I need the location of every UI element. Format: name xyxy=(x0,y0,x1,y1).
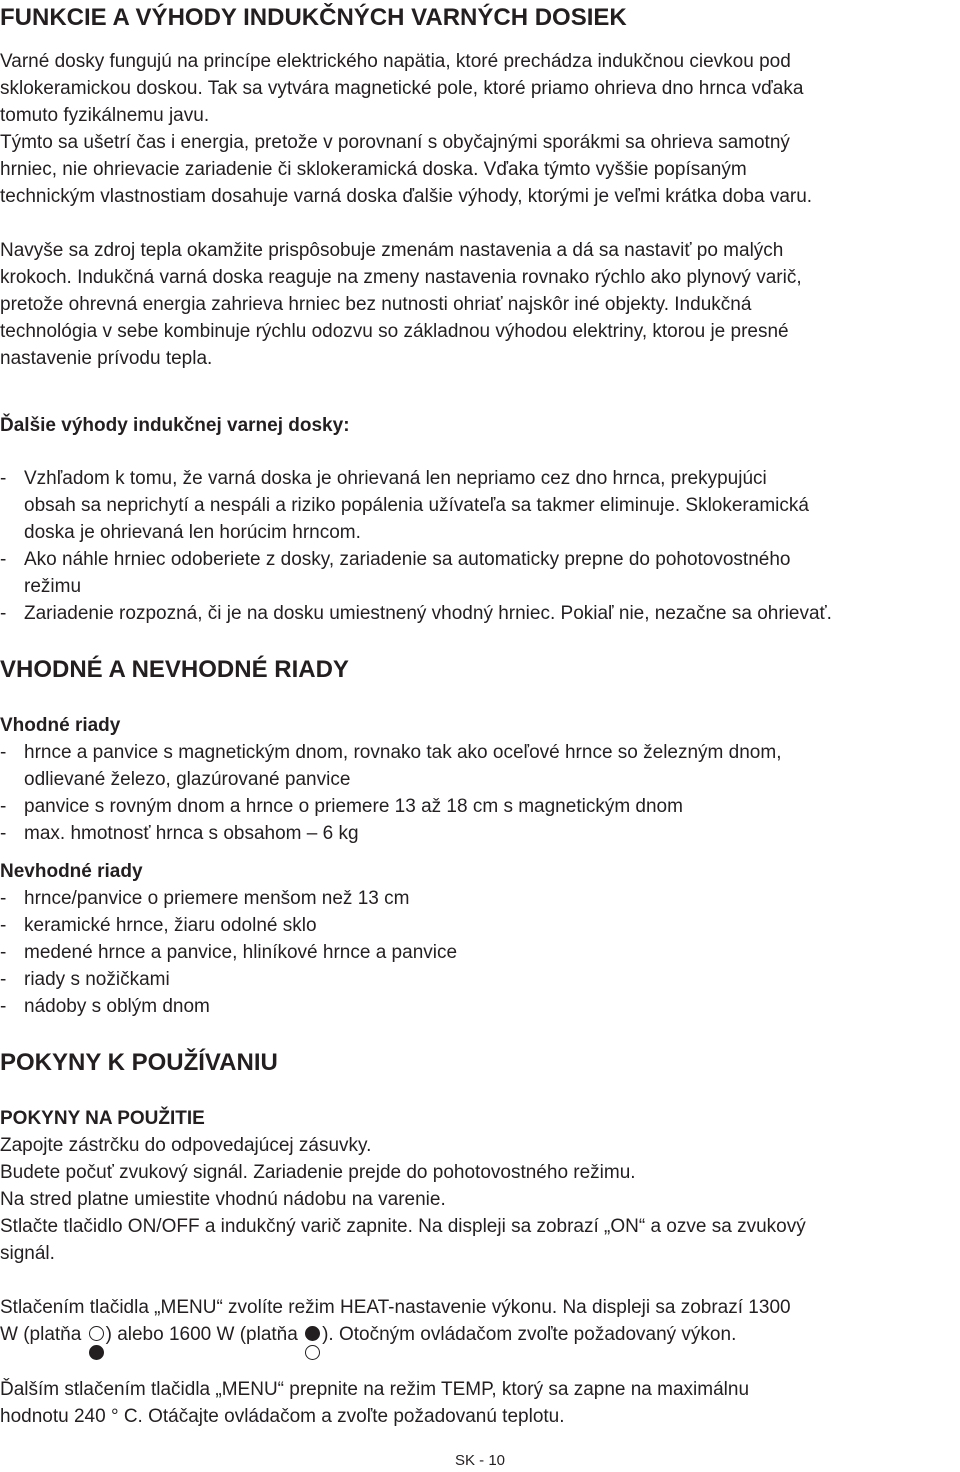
list-dash: - xyxy=(0,468,7,489)
list-item-line: režimu xyxy=(24,576,82,597)
section-heading-cookware: VHODNÉ A NEVHODNÉ RIADY xyxy=(0,656,349,683)
section-heading-usage: POKYNY K POUŽÍVANIU xyxy=(0,1049,278,1076)
list-item-line: Zariadenie rozpozná, či je na dosku umiestnený vhodný hrniec. Pokiaľ nie, nezačne sa ohrievať. xyxy=(24,603,832,624)
list-item-line: doska je ohrievaná len horúcim hrncom. xyxy=(24,522,361,543)
paragraph-line: Navyše sa zdroj tepla okamžite prispôsobuje zmenám nastavenia a dá sa nastaviť po malých xyxy=(0,240,784,261)
list-item-line: hrnce a panvice s magnetickým dnom, rovnako tak ako oceľové hrnce so železným dnom, xyxy=(24,742,782,763)
usage-instructions xyxy=(0,1132,960,1267)
intro-paragraph xyxy=(0,48,960,210)
list-dash: - xyxy=(0,796,7,817)
menu-text: W (platňa xyxy=(0,1324,87,1345)
menu-instruction-line: Stlačením tlačidla „MENU“ zvolíte režim HEAT-nastavenie výkonu. Na displeji sa zobrazí 1300 xyxy=(0,1297,791,1318)
instruction-line: Ďalším stlačením tlačidla „MENU“ prepnite na režim TEMP, ktorý sa zapne na maximálnu xyxy=(0,1379,750,1400)
paragraph-line: technológia v sebe kombinuje rýchlu odozvu so základnou výhodou elektriny, ktorou je presné xyxy=(0,321,789,342)
paragraph-line: Týmto sa ušetrí čas i energia, pretože v porovnaní s obyčajnými sporákmi sa ohrieva samotný xyxy=(0,132,790,153)
list-dash: - xyxy=(0,996,7,1017)
list-item-line: keramické hrnce, žiaru odolné sklo xyxy=(24,915,317,936)
menu-text: ) alebo 1600 W (platňa xyxy=(105,1324,304,1345)
list-dash: - xyxy=(0,942,7,963)
paragraph-line: hrniec, nie ohrievacie zariadenie či sklokeramická doska. Vďaka týmto vyššie popísaným xyxy=(0,159,747,180)
list-item-line: panvice s rovným dnom a hrnce o priemere 13 až 18 cm s magnetickým dnom xyxy=(24,796,683,817)
list-item-line: obsah sa neprichytí a nespáli a riziko popálenia užívateľa sa takmer eliminuje. Sklokeramická xyxy=(24,495,809,516)
plate-indicator-1300w xyxy=(87,1321,106,1348)
paragraph-line: nastavenie prívodu tepla. xyxy=(0,348,213,369)
list-item-line: Ako náhle hrniec odoberiete z dosky, zariadenie sa automaticky prepne do pohotovostného xyxy=(24,549,791,570)
usage-subheading: POKYNY NA POUŽITIE xyxy=(0,1108,205,1129)
instruction-line: Na stred platne umiestite vhodnú nádobu na varenie. xyxy=(0,1189,446,1210)
menu-text: ). Otočným ovládačom zvoľte požadovaný výkon. xyxy=(322,1324,737,1345)
plate-indicator-1600w xyxy=(303,1321,322,1348)
instruction-line: hodnotu 240 ° C. Otáčajte ovládačom a zvoľte požadovanú teplotu. xyxy=(0,1406,565,1427)
list-item-line: Vzhľadom k tomu, že varná doska je ohrievaná len nepriamo cez dno hrnca, prekypujúci xyxy=(24,468,767,489)
list-dash: - xyxy=(0,915,7,936)
paragraph-line: tomuto fyzikálnemu javu. xyxy=(0,105,210,126)
temp-instructions xyxy=(0,1376,960,1430)
plate-empty-circle-icon xyxy=(89,1326,104,1341)
list-item-line: hrnce/panvice o priemere menšom než 13 cm xyxy=(24,888,410,909)
instruction-line: Stlačte tlačidlo ON/OFF a indukčný varič zapnite. Na displeji sa zobrazí „ON“ a ozve sa zvukový xyxy=(0,1216,806,1237)
paragraph-line: technickým vlastnostiam dosahuje varná doska ďalšie výhody, ktorými je veľmi krátka doba varu. xyxy=(0,186,813,207)
paragraph-line: krokoch. Indukčná varná doska reaguje na zmeny nastavenia rovnako rýchlo ako plynový varič, xyxy=(0,267,802,288)
paragraph-line: pretože ohrevná energia zahrieva hrniec bez nutnosti ohriať najskôr iné objekty. Indukčná xyxy=(0,294,752,315)
menu-instruction-line xyxy=(0,1321,736,1348)
unsuitable-heading: Nevhodné riady xyxy=(0,861,143,882)
plate-filled-circle-icon xyxy=(89,1345,104,1360)
instruction-line: Budete počuť zvukový signál. Zariadenie prejde do pohotovostného režimu. xyxy=(0,1162,636,1183)
list-item-line: nádoby s oblým dnom xyxy=(24,996,210,1017)
plate-empty-circle-icon xyxy=(305,1345,320,1360)
list-dash: - xyxy=(0,823,7,844)
list-dash: - xyxy=(0,888,7,909)
list-item-line: max. hmotnosť hrnca s obsahom – 6 kg xyxy=(24,823,359,844)
instruction-line: Zapojte zástrčku do odpovedajúcej zásuvky. xyxy=(0,1135,372,1156)
list-dash: - xyxy=(0,549,7,570)
list-dash: - xyxy=(0,742,7,763)
instruction-line: signál. xyxy=(0,1243,55,1264)
list-dash: - xyxy=(0,603,7,624)
second-paragraph xyxy=(0,237,960,372)
plate-filled-circle-icon xyxy=(305,1326,320,1341)
advantages-heading: Ďalšie výhody indukčnej varnej dosky: xyxy=(0,415,350,436)
list-dash: - xyxy=(0,969,7,990)
paragraph-line: Varné dosky fungujú na princípe elektrického napätia, ktoré prechádza indukčnou cievkou pod xyxy=(0,51,791,72)
page-number: SK - 10 xyxy=(454,1452,506,1469)
list-item-line: riady s nožičkami xyxy=(24,969,170,990)
suitable-heading: Vhodné riady xyxy=(0,715,121,736)
list-item-line: medené hrnce a panvice, hliníkové hrnce a panvice xyxy=(24,942,458,963)
section-heading-functions: FUNKCIE A VÝHODY INDUKČNÝCH VARNÝCH DOSIEK xyxy=(0,4,627,31)
list-item-line: odlievané železo, glazúrované panvice xyxy=(24,769,351,790)
paragraph-line: sklokeramickou doskou. Tak sa vytvára magnetické pole, ktoré priamo ohrieva dno hrnca vďaka xyxy=(0,78,804,99)
